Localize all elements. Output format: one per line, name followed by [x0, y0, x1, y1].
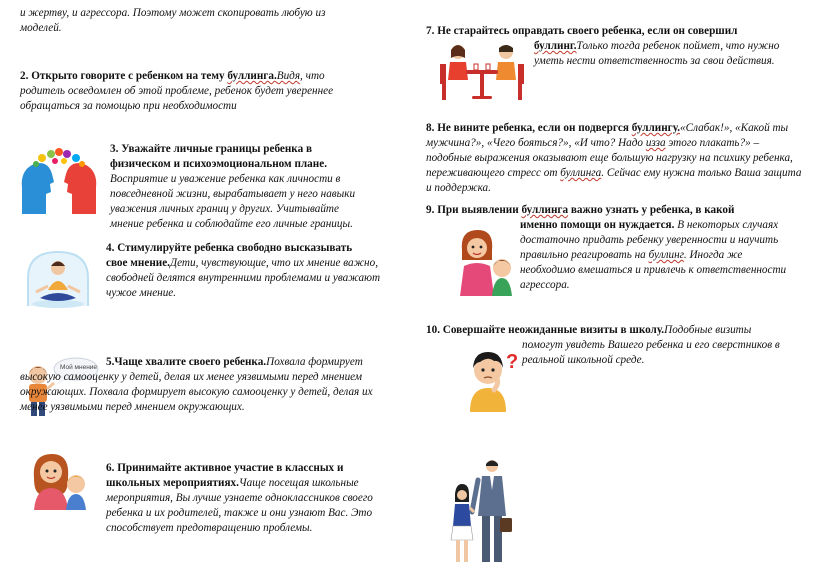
intro-text	[20, 6, 360, 36]
tip10-body-a: Подобные визиты	[664, 324, 752, 336]
talking-heads-icon	[18, 148, 100, 216]
tip7-title-term: буллинг.	[534, 40, 577, 52]
tip-4	[106, 241, 394, 301]
tip8-body-term2: буллинга	[560, 167, 602, 179]
tip8-body-d: . Сейчас ему нужна только Ваша защита и поддержка.	[426, 167, 802, 194]
tip8-body-b: этого плакать?»	[665, 137, 751, 149]
tip4-title-line1: 4. Стимулируйте ребенка свободно высказывать	[106, 242, 353, 254]
tip9-title-term: буллинга	[521, 204, 569, 216]
tip-9	[426, 203, 798, 293]
father-daughter-icon	[444, 456, 520, 568]
tip6-body: Чаще посещая школьные мероприятия, Вы лучше узнаете одноклассников своего ребенка и их родителей, также и они узнают Вас. Это способствует предотвращению проблемы.	[106, 477, 373, 534]
tip4-title-line2: свое мнение.	[106, 257, 170, 269]
tip9-body-b: . Иногда же необходимо вмешаться и привлечь к ответственности агрессора.	[520, 249, 787, 291]
meditating-person-icon	[22, 248, 94, 310]
tip-3	[110, 142, 370, 232]
tip7-body: Только тогда ребенок поймет, что нужно уметь нести ответственность за свои действия.	[534, 40, 780, 67]
tip-5	[20, 355, 390, 415]
tip3-title-line2: физическом и психоэмоциональном плане.	[110, 158, 327, 170]
tip5-title: 5.Чаще хвалите своего ребенка.	[106, 356, 267, 368]
tip5-body: Похвала формирует высокую самооценку у детей, делая их менее уязвимыми перед мнением окружающих. Похвала формирует высокую самооценку у детей, делая их менее уязвимыми перед мнением окружающих.	[20, 356, 373, 413]
tip9-title-line1b: важно узнать у ребенка, в какой	[568, 204, 735, 216]
tip2-body-start: Видя	[276, 70, 301, 82]
tip-2	[20, 69, 365, 114]
tip9-body-term: буллинг	[648, 249, 684, 261]
tip8-body-c: – подобные выражения оказывают еще большую нагрузку на психику ребенка, переживающего стресс от	[426, 137, 793, 179]
tip2-title-term: буллинга.	[227, 70, 277, 82]
tip4-body: Дети, чувствующие, что их мнение важно, свободней делятся внутренними проблемами и уважают чужое мнение.	[106, 257, 381, 299]
tip3-body: Восприятие и уважение ребенка как личности в повседневной жизни, вырабатывает у него навыки уважения личных границ у других. Учитывайте мнение ребенка и соблюдайте его личные границы.	[110, 173, 356, 230]
svg-text:?: ?	[506, 351, 519, 373]
tip9-body-a: В некоторых случаях достаточно придать ребенку уверенности и научить правильно реагировать на	[520, 219, 779, 261]
tip10-body-b: помогут увидеть Вашего ребенка и его сверстников в реальной школьной среде.	[522, 339, 780, 366]
tip3-title-line1: 3. Уважайте личные границы ребенка в	[110, 143, 313, 155]
tip8-body-term1: изза	[645, 137, 666, 149]
tip10-title: 10. Совершайте неожиданные визиты в школу.	[426, 324, 665, 336]
tip8-title-term: буллингу.	[631, 122, 681, 134]
tip9-title-line1a: 9. При выявлении	[426, 204, 522, 216]
tip9-title-line2: именно помощи он нуждается.	[520, 219, 675, 231]
speech-bubble-text: Мой мнение	[60, 364, 98, 371]
two-people-table-icon	[436, 40, 528, 102]
tip6-title-line2: школьных мероприятиях.	[106, 477, 239, 489]
intro-body: и жертву, и агрессора. Поэтому может скопировать любую из моделей.	[20, 7, 326, 34]
tip-6	[20, 461, 380, 536]
tip-8	[426, 121, 804, 196]
tip2-title: 2. Открыто говорите с ребенком на тему	[20, 70, 228, 82]
tip2-body: , что родитель осведомлен об этой проблеме, ребенок будет увереннее обращаться за помощью при необходимости	[20, 70, 334, 112]
thinking-boy-icon	[466, 346, 522, 412]
tip8-body-a: «Слабак!», «Какой ты мужчина?», «Чего бояться?», «И что? Надо	[426, 122, 789, 149]
tip8-title: 8. Не вините ребенка, если он подвергся	[426, 122, 632, 134]
tip6-title-line1: 6. Принимайте активное участие в классных и	[106, 462, 344, 474]
tip7-title-line1: 7. Не старайтесь оправдать своего ребенка, если он совершил	[426, 25, 738, 37]
